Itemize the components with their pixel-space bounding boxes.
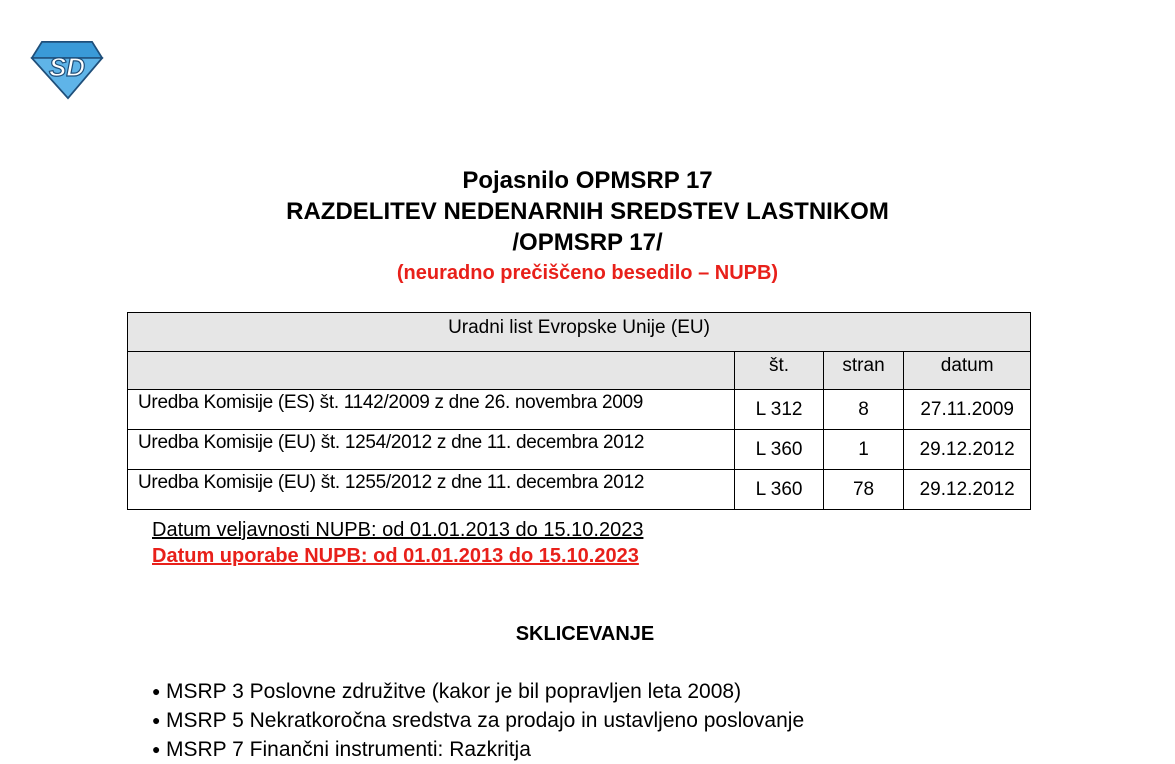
cell-stran: 8: [823, 390, 904, 430]
cell-datum: 29.12.2012: [904, 470, 1031, 510]
cell-stran: 78: [823, 470, 904, 510]
title-subtitle-nupb: (neuradno prečiščeno besedilo – NUPB): [396, 262, 779, 284]
header-st: št.: [735, 352, 823, 390]
table-header-row: [128, 352, 1031, 390]
table-row: [128, 390, 1031, 430]
section-heading: SKLICEVANJE: [515, 623, 655, 645]
list-item: [152, 706, 804, 735]
validity-block: [152, 517, 643, 569]
title-line-2: RAZDELITEV NEDENARNIH SREDSTEV LASTNIKOM: [286, 198, 889, 225]
bullet-icon: ●: [152, 741, 161, 757]
list-item: [152, 677, 804, 706]
cell-st: L 360: [735, 430, 823, 470]
bullet-icon: ●: [152, 683, 161, 699]
title-line-1: Pojasnilo OPMSRP 17: [462, 167, 713, 194]
cell-st: L 360: [735, 470, 823, 510]
bullet-icon: ●: [152, 712, 161, 728]
list-item: [152, 735, 804, 764]
title-line-3: /OPMSRP 17/: [512, 229, 663, 256]
cell-datum: 29.12.2012: [904, 430, 1031, 470]
cell-regulation: Uredba Komisije (EU) št. 1254/2012 z dne 11. decembra 2012: [128, 430, 735, 470]
company-logo: [30, 40, 104, 100]
official-journal-table: [127, 312, 1031, 510]
svg-text:SD: SD: [48, 52, 86, 82]
reference-text: MSRP 3 Poslovne združitve (kakor je bil popravljen leta 2008): [166, 680, 742, 703]
header-stran: stran: [823, 352, 904, 390]
cell-datum: 27.11.2009: [904, 390, 1031, 430]
table-caption-row: [128, 313, 1031, 352]
references-list: [152, 677, 804, 764]
cell-stran: 1: [823, 430, 904, 470]
cell-st: L 312: [735, 390, 823, 430]
cell-regulation: Uredba Komisije (EU) št. 1255/2012 z dne 11. decembra 2012: [128, 470, 735, 510]
validity-date: Datum veljavnosti NUPB: od 01.01.2013 do 15.10.2023: [152, 519, 644, 541]
table-caption: Uradni list Evropske Unije (EU): [128, 313, 1031, 352]
header-datum: datum: [904, 352, 1031, 390]
table-row: [128, 430, 1031, 470]
header-blank: [128, 352, 735, 390]
table-row: [128, 470, 1031, 510]
reference-text: MSRP 7 Finančni instrumenti: Razkritja: [166, 738, 531, 761]
cell-regulation: Uredba Komisije (ES) št. 1142/2009 z dne 26. novembra 2009: [128, 390, 735, 430]
reference-text: MSRP 5 Nekratkoročna sredstva za prodajo in ustavljeno poslovanje: [166, 709, 805, 732]
usage-date: Datum uporabe NUPB: od 01.01.2013 do 15.10.2023: [152, 545, 639, 567]
